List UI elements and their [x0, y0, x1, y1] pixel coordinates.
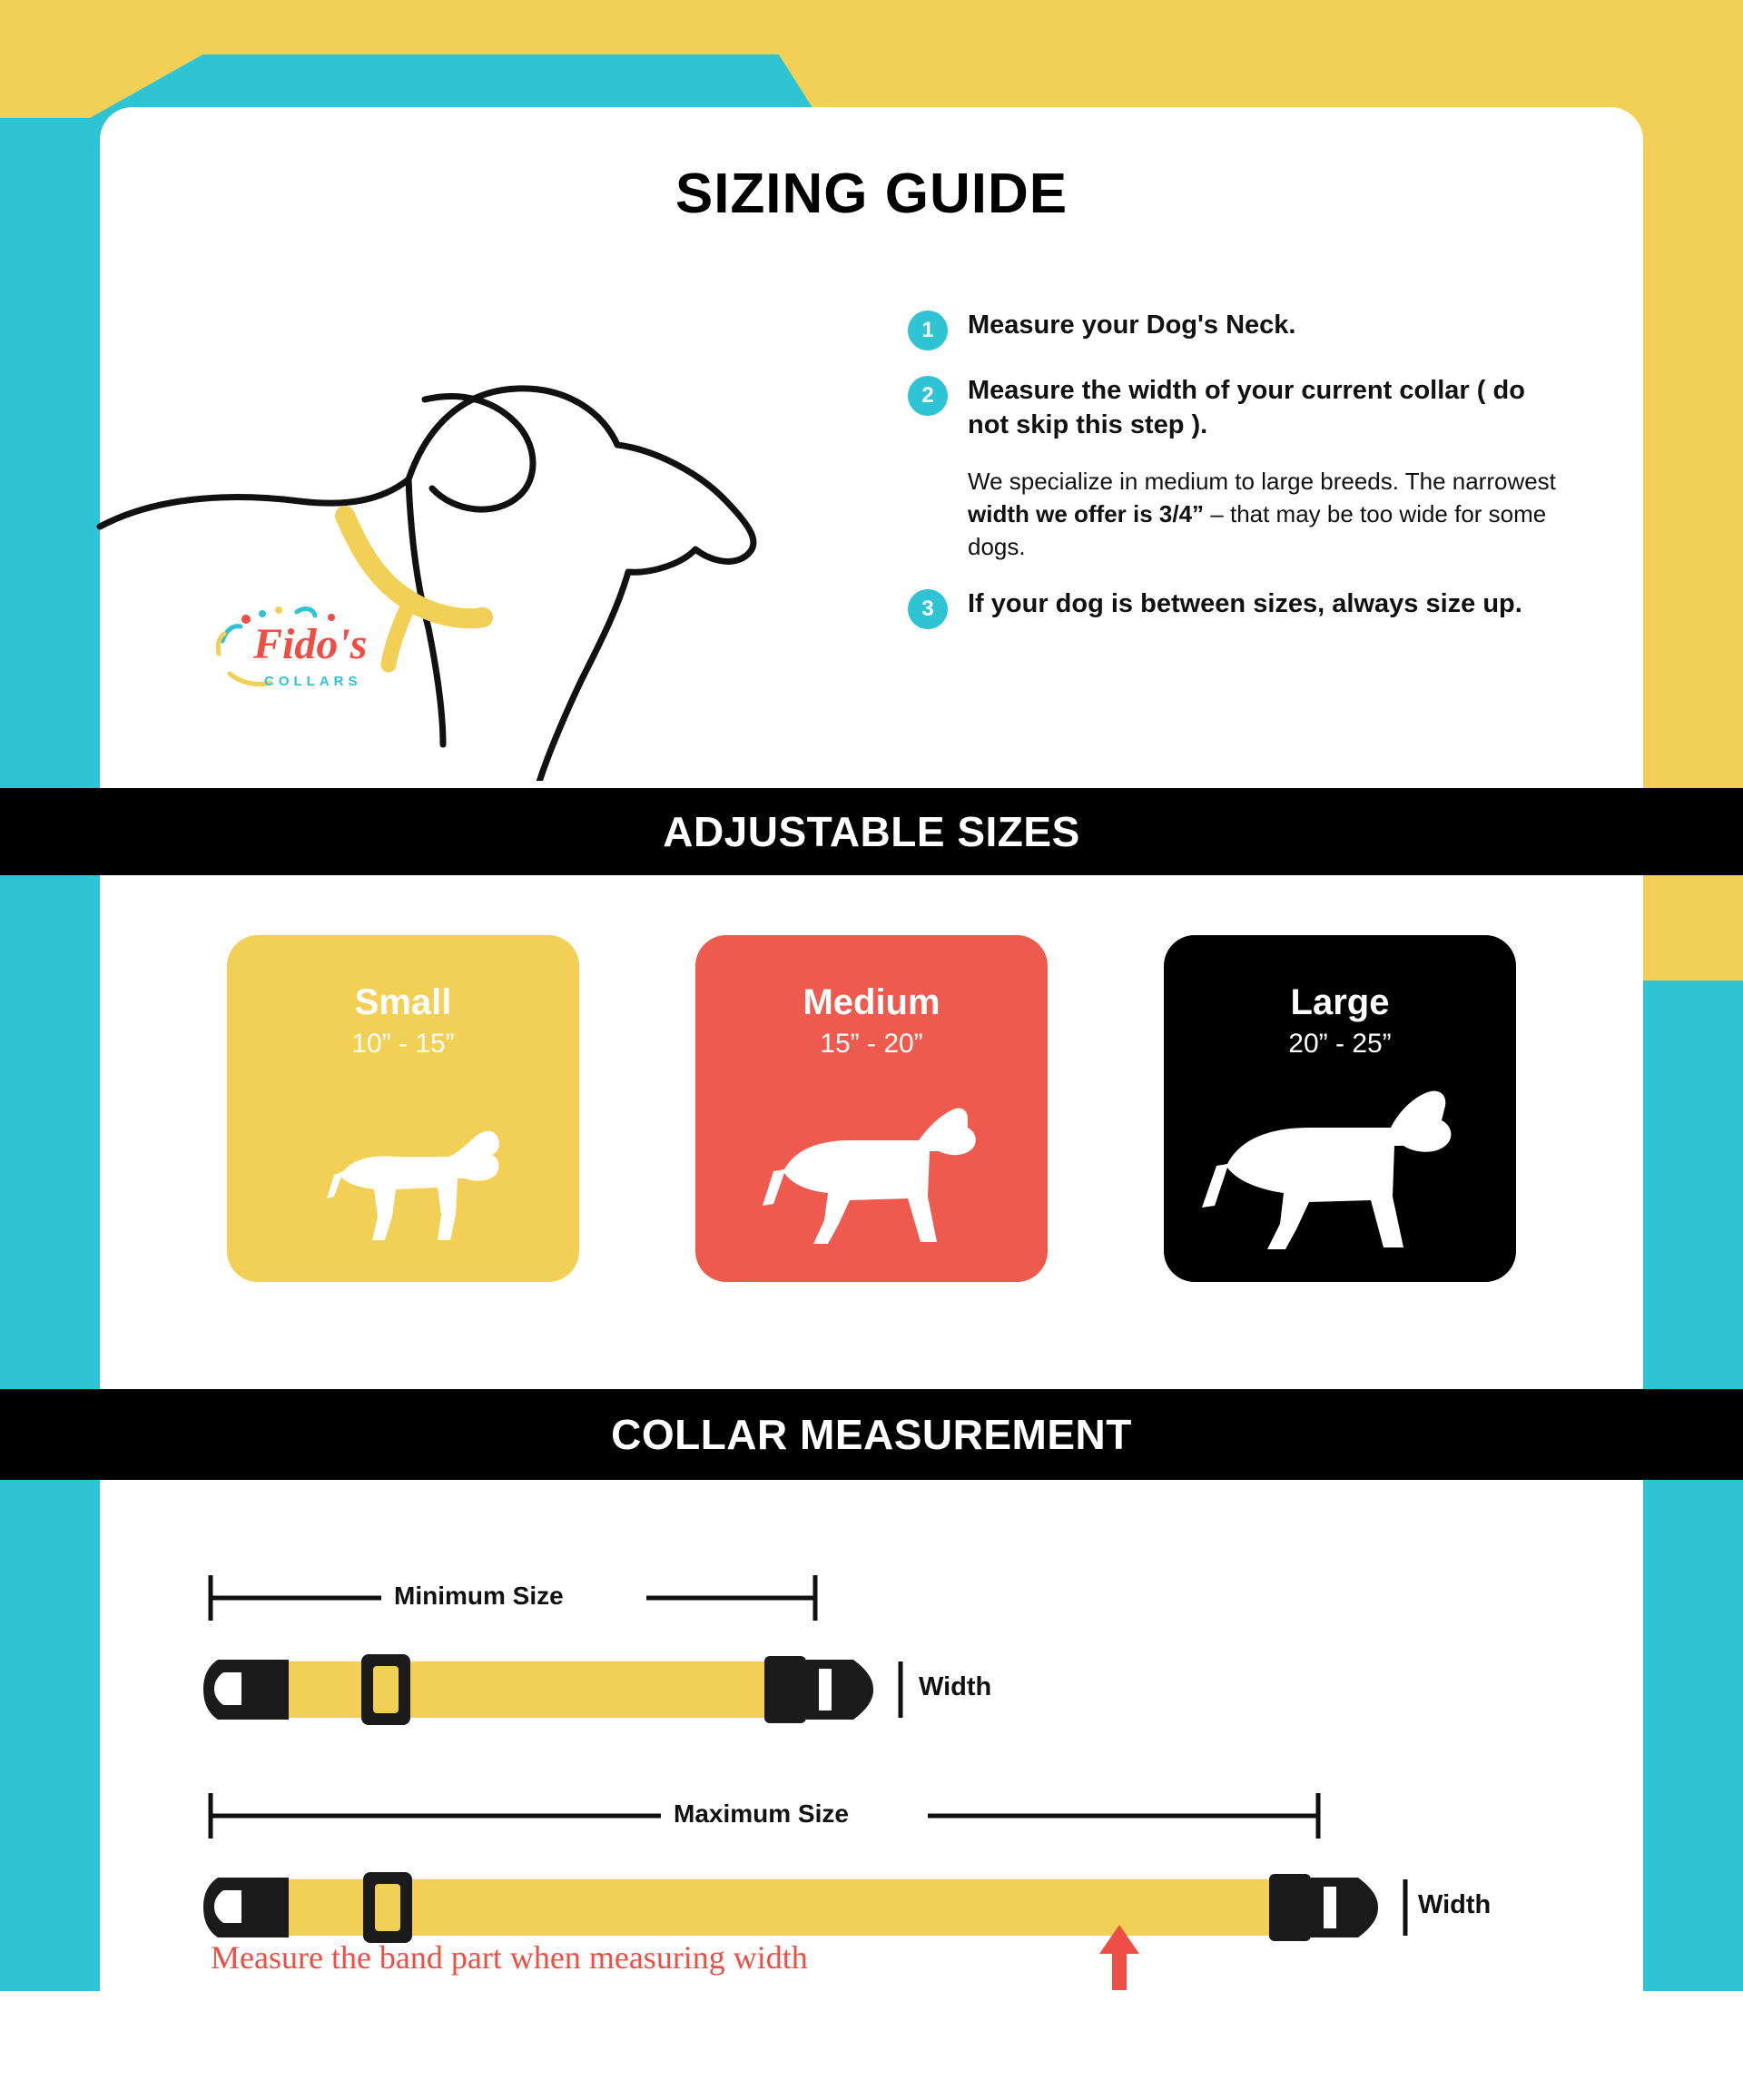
size-card-large-name: Large [1290, 982, 1390, 1022]
size-card-medium[interactable] [695, 935, 1048, 1282]
medium-dog-icon [695, 1088, 1048, 1260]
logo-subtitle: COLLARS [264, 674, 362, 689]
size-card-medium-name: Medium [803, 982, 940, 1022]
large-dog-icon [1164, 1088, 1516, 1260]
size-card-large-range: 20” - 25” [1288, 1029, 1392, 1059]
size-cards [0, 935, 1743, 1282]
step-2 [908, 374, 1561, 442]
width-note-part2: – that may be too wide for some dogs. [968, 500, 1547, 561]
minimum-size-label: Minimum Size [381, 1582, 576, 1611]
logo-wordmark: Fido's [253, 620, 368, 668]
step-1-text: Measure your Dog's Neck. [968, 311, 1296, 340]
size-card-large[interactable] [1164, 935, 1516, 1282]
size-card-small-name: Small [354, 982, 452, 1022]
section-header-adjustable-sizes: ADJUSTABLE SIZES [0, 788, 1743, 875]
size-card-medium-range: 15” - 20” [820, 1029, 923, 1059]
collar-measurement-diagrams [0, 1507, 1743, 1979]
width-note-part1: We specialize in medium to large breeds. The narrowest [968, 468, 1556, 496]
step-3-text: If your dog is between sizes, always size up. [968, 589, 1522, 618]
step-3-number: 3 [908, 589, 948, 629]
step-2-text: Measure the width of your current collar ( do not skip this step ). [968, 376, 1525, 439]
measure-band-footnote: Measure the band part when measuring width [211, 1939, 808, 1976]
step-3 [908, 587, 1561, 629]
size-card-small[interactable] [227, 935, 579, 1282]
dog-head-illustration [73, 254, 826, 781]
section-header-collar-measurement: COLLAR MEASUREMENT [0, 1389, 1743, 1480]
brand-logo [213, 599, 413, 708]
step-1 [908, 309, 1561, 350]
step-2-number: 2 [908, 376, 948, 416]
width-label-minimum: Width [919, 1672, 992, 1701]
width-note [968, 466, 1561, 564]
page-title: SIZING GUIDE [675, 163, 1068, 225]
minimum-size-row [0, 1507, 1743, 1743]
maximum-size-label: Maximum Size [661, 1799, 862, 1829]
arrow-up-icon [1094, 1923, 1145, 1994]
step-1-number: 1 [908, 311, 948, 350]
minimum-size-diagram [0, 1507, 1743, 1743]
width-label-maximum: Width [1418, 1890, 1492, 1919]
instruction-steps [908, 309, 1561, 653]
small-dog-icon [227, 1088, 579, 1260]
width-note-bold: width we offer is 3/4” [968, 500, 1205, 528]
size-card-small-range: 10” - 15” [351, 1029, 455, 1059]
